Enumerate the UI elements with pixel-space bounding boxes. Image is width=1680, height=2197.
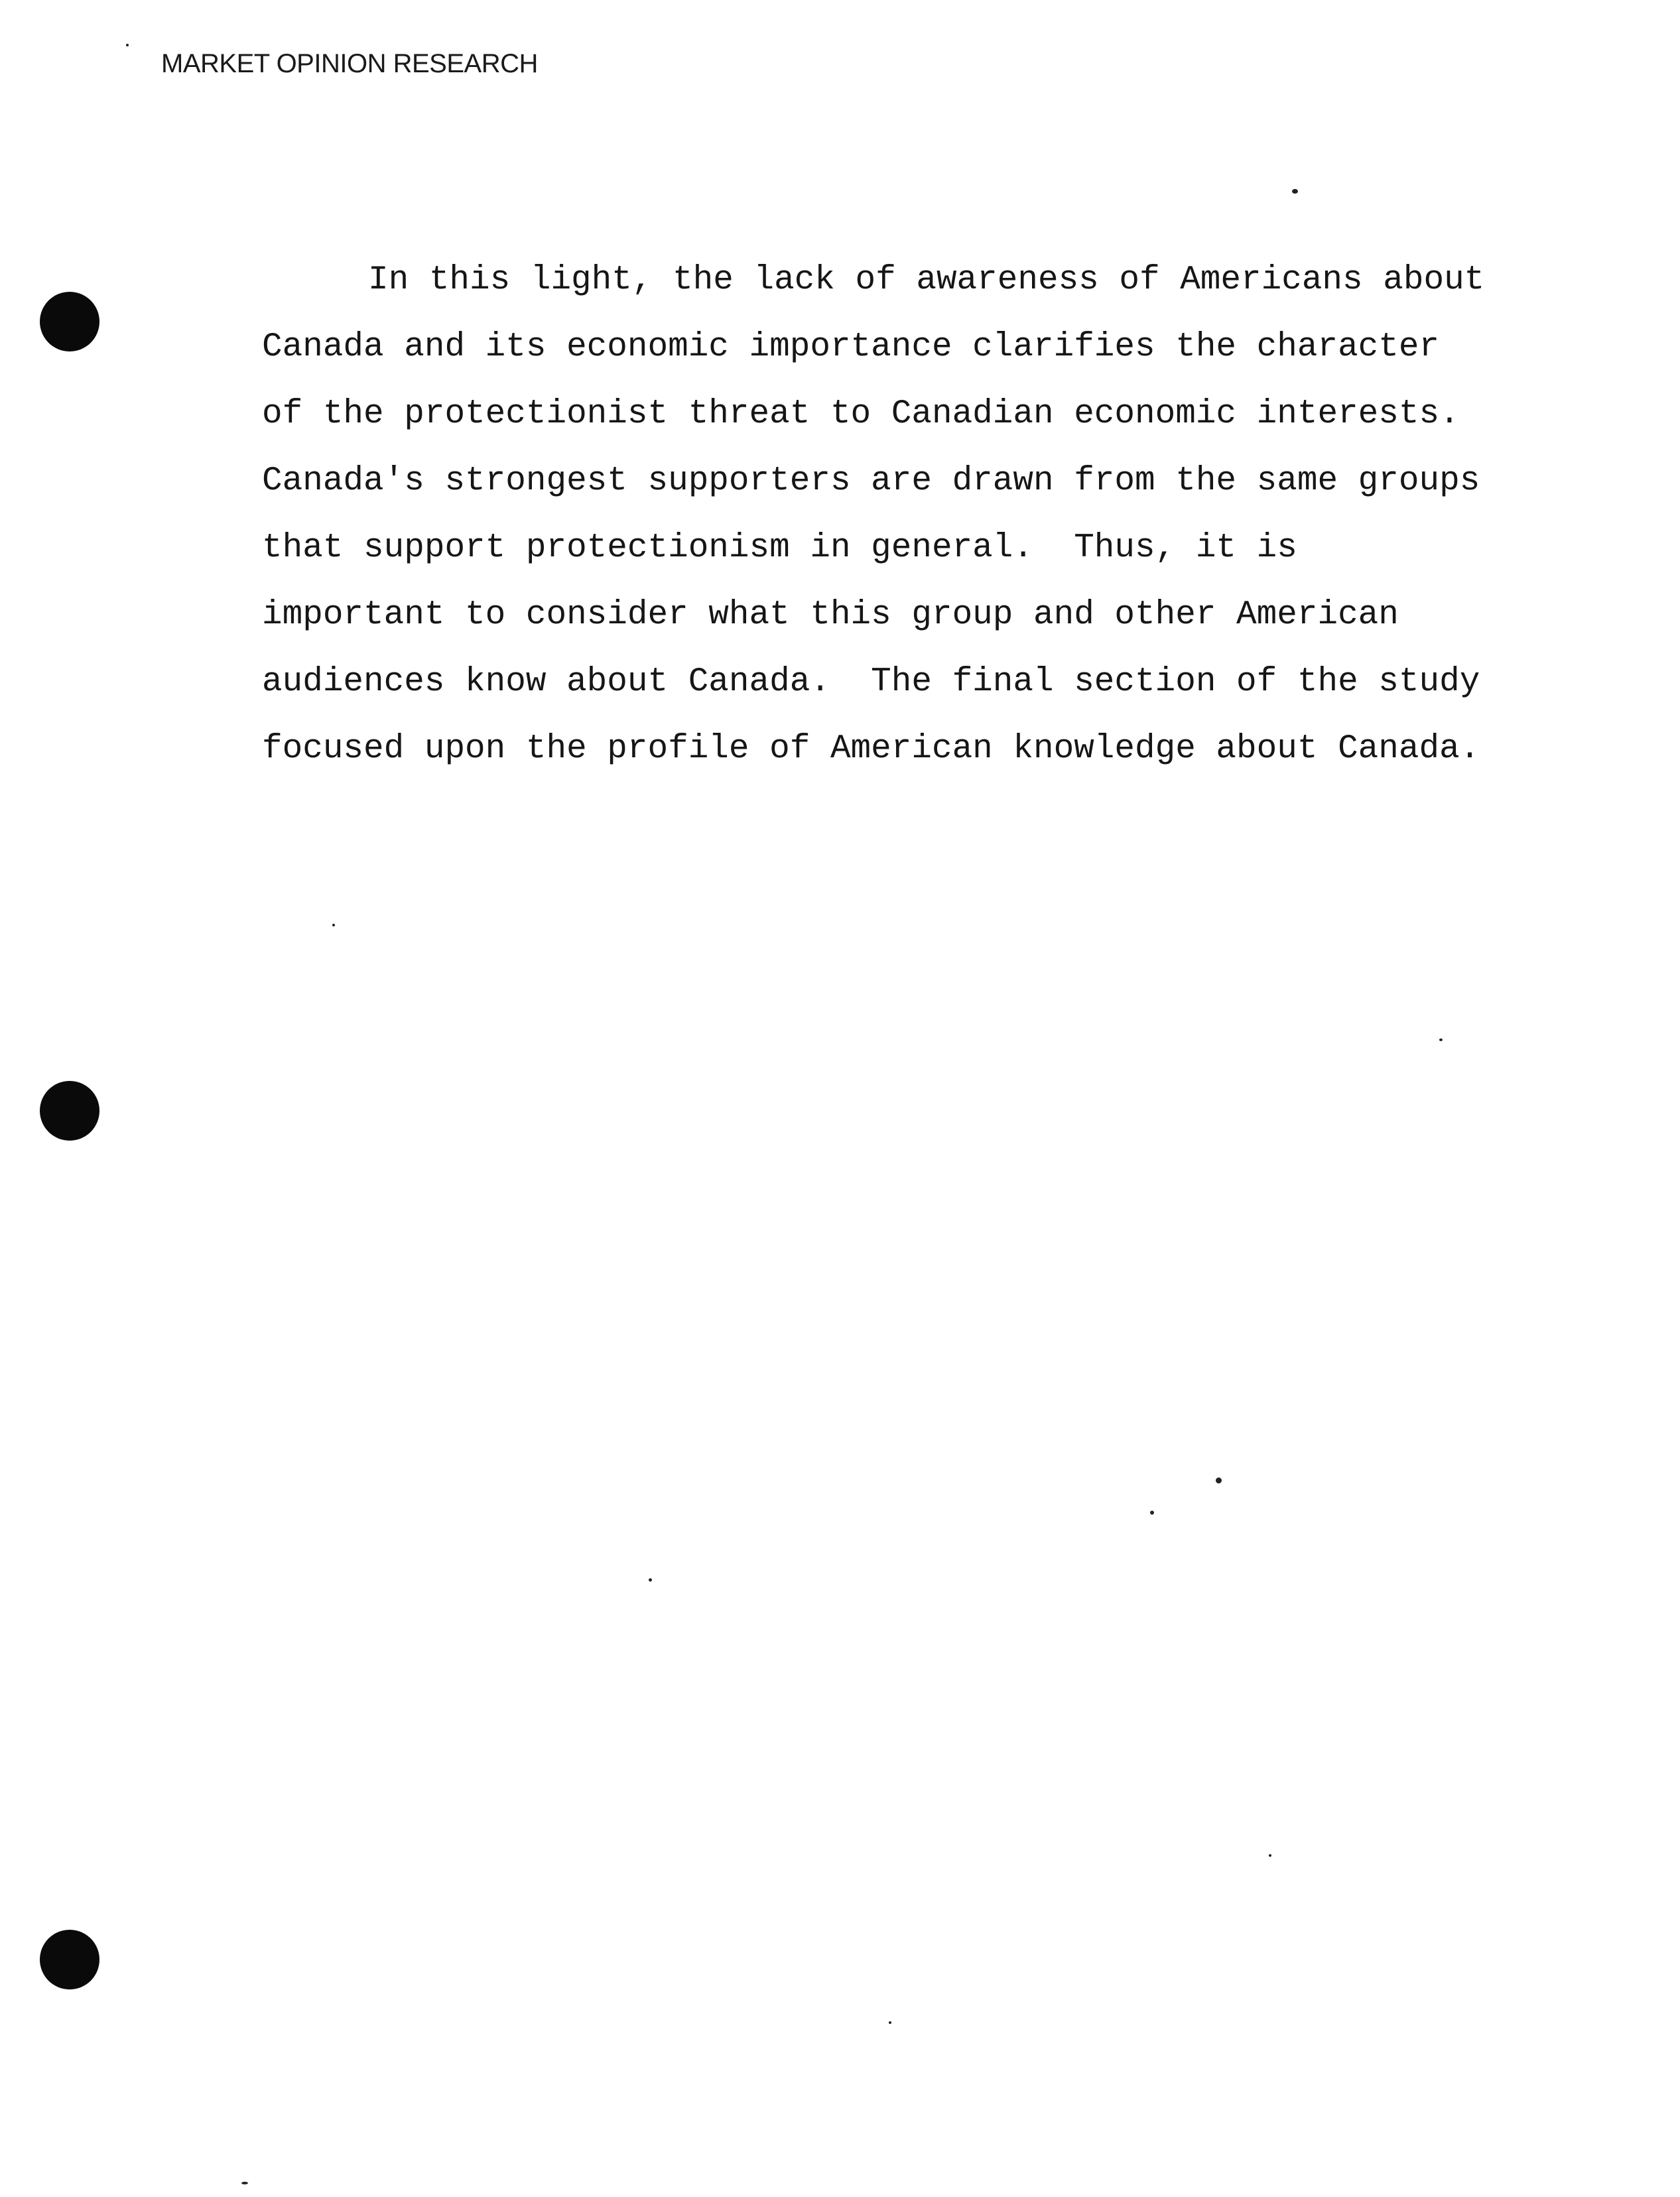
scan-speck: [1216, 1477, 1222, 1483]
paragraph-line: that support protectionism in general. Thus, it is: [262, 529, 1297, 567]
punch-hole: [40, 292, 99, 351]
scan-speck: [1150, 1511, 1154, 1515]
paragraph-line: In this light, the lack of awareness of Americans about: [368, 261, 1485, 299]
body-paragraph: [262, 247, 1522, 783]
paragraph-line: focused upon the profile of American knowledge about Canada.: [262, 730, 1480, 768]
scan-speck: [1292, 189, 1298, 194]
paragraph-line: important to consider what this group and other American: [262, 596, 1399, 634]
scan-speck: [332, 924, 335, 926]
paragraph-line: Canada and its economic importance clarifies the character: [262, 328, 1440, 366]
paragraph-line: Canada's strongest supporters are drawn from the same groups: [262, 462, 1480, 500]
paragraph-line: audiences know about Canada. The final section of the study: [262, 663, 1480, 701]
scan-speck: [649, 1578, 652, 1582]
paragraph-line: of the protectionist threat to Canadian economic interests.: [262, 395, 1460, 433]
punch-hole: [40, 1081, 99, 1141]
scan-speck: [1439, 1038, 1443, 1041]
scan-speck: [126, 44, 129, 46]
scan-speck: [241, 2182, 248, 2184]
punch-hole: [40, 1930, 99, 1989]
letterhead: MARKET OPINION RESEARCH: [161, 49, 538, 78]
scan-speck: [889, 2021, 891, 2024]
scan-speck: [1269, 1854, 1271, 1857]
